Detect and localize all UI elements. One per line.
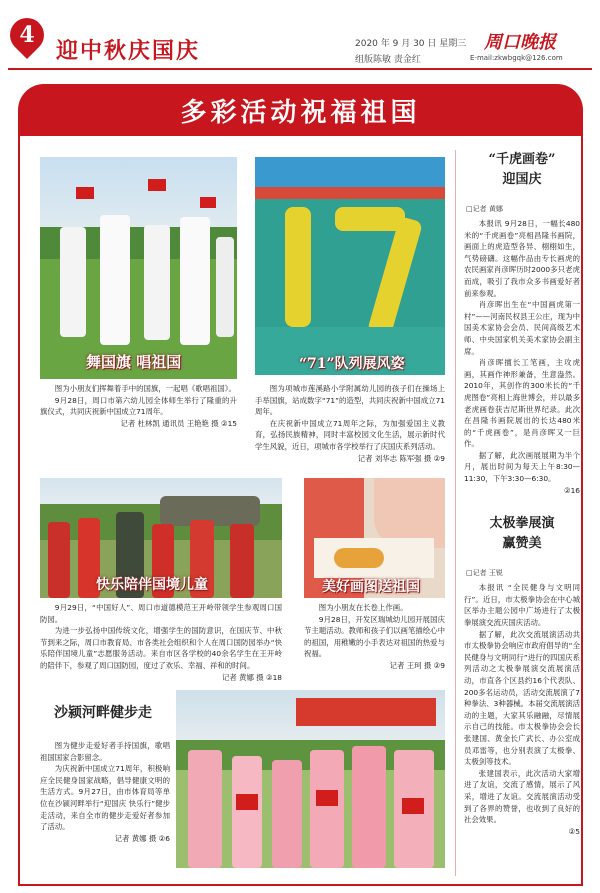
taichi-body — [464, 582, 580, 837]
art-paragraph: 肖彦晖擅长工笔画，主攻虎画，其画作神形兼备，生意盎然。2010年，其创作的300米长的“千虎图卷”亮相上海世博会，并以最多老虎画卷获吉尼斯世界纪录。此次在昌隆书画院展出的长达480米的“千虎画卷”，是肖彦晖又一巨作。 — [464, 358, 580, 449]
photo-formation-71 — [255, 157, 445, 375]
feature-banner — [18, 84, 583, 134]
taichi-paragraph: 张建国表示，此次活动大家增进了友谊，交流了感情，展示了风采，增进了友谊。交流展演活动受到了各界的赞誉，也收到了良好的社会效果。 — [464, 768, 580, 825]
article-walk — [40, 740, 170, 880]
page-header — [0, 0, 600, 72]
page-number: 4 — [19, 22, 35, 48]
art-paragraph: 据了解，此次画展展期为半个月，展出时间为每天上午8:30—11:30，下午3:30—6:30。 — [464, 450, 580, 484]
photo-formation-caption: “71”队列展风姿 — [299, 356, 405, 372]
newspaper-email: E-mail:zkwbgqk@126.com — [470, 54, 563, 62]
photo-drawing-children — [304, 478, 445, 598]
article-walk-credit: 记者 黄娜 摄 ②6 — [114, 833, 170, 843]
article-flag — [40, 383, 237, 467]
article-happy — [40, 602, 282, 682]
column-divider — [455, 150, 456, 876]
article-happy-credit: 记者 黄娜 摄 ②18 — [221, 672, 282, 682]
article-walk-title: 沙颍河畔健步走 — [54, 705, 152, 721]
taichi-reporter: □记者 王锐 — [466, 569, 503, 578]
art-paragraph: 肖彦晖出生在“中国画虎第一村”——河南民权县王公庄，现为中国美术家协会会员、民间高级艺术师、中央国家机关美术家协会副主席。 — [464, 300, 580, 356]
photo-happy-caption: 快乐陪伴国境儿童 — [96, 577, 208, 593]
article-formation-photo-note: 图为项城市莲溪路小学附属幼儿园的孩子们在操场上手举国旗，站成数字“71”的造型，共同庆祝新中国成立71周年。 — [255, 384, 445, 417]
article-flag-photo-note: 图为小朋友们挥舞着手中的国旗，一起唱《歌唱祖国》。 — [54, 384, 236, 393]
editors-line: 组版陈敏 责金红 — [355, 55, 421, 65]
article-walk-photo-note: 图为健步走爱好者手持国旗，歌唱祖国国家合影留念。 — [40, 741, 170, 762]
art-credit: ②16 — [563, 485, 580, 495]
article-drawing-photo-note: 图为小朋友在长卷上作画。 — [318, 603, 408, 612]
article-happy-photo-note: 9月29日，“中国好人”、周口市道德模范王开岭带领学生参观周口国防园。 — [40, 603, 282, 624]
article-drawing-credit: 记者 王珂 摄 ②9 — [389, 660, 445, 670]
taichi-title-line1: 太极拳展演 — [489, 516, 555, 532]
article-drawing-body: 9月28日，开发区瑞城幼儿园开展国庆节主题活动。教师和孩子们以画笔描绘心中的祖国，用稚嫩的小手表达对祖国的热爱与祝福。 — [304, 614, 445, 659]
photo-flag-caption: 舞国旗 唱祖国 — [86, 353, 182, 371]
taichi-paragraph: 本报讯 “全民健身与文明同行”。近日，市太极拳协会在中心城区举办主题公园中广场进行了太极拳展演交流庆国庆活动。 — [464, 583, 580, 628]
art-reporter: □记者 黄娜 — [466, 205, 503, 213]
article-formation — [255, 383, 445, 467]
photo-national-defense-park — [40, 478, 282, 598]
art-title — [464, 150, 580, 190]
taichi-title-line2: 赢赞美 — [502, 536, 542, 552]
photo-drawing-caption: 美好画图送祖国 — [322, 579, 420, 595]
taichi-credit: ②5 — [568, 826, 580, 836]
article-walk-body: 为庆祝新中国成立71周年，积极响应全民健身国家战略，倡导健康文明的生活方式。9月27日，由市体育局等单位在沙颍河畔举行“迎国庆 快乐行”健步走活动，来自全市的健步走爱好者参加了活动。 — [40, 764, 170, 832]
photo-riverside-walk — [176, 690, 445, 868]
art-body — [464, 218, 580, 496]
taichi-paragraph: 据了解，此次交流展演活动共市太极拳协会响应市政府倡导的“全民健身与文明同行”进行的四国庆系列活动之太极拳展演交流展演活动，市直各个区县约16个代表队、200多名运动员，活动交流展演了7种拳法、3种器械。本届交流展演活动的主题，大家其乐融融，尽情展示自己的技能。市太极拳协会会长张建国、黄金长广武长、办公室成员邓雷等，也分别表演了太极拳、太极剑等技术。 — [464, 629, 580, 767]
article-formation-body: 在庆祝新中国成立71周年之际，为加强爱国主义教育，弘扬民族精神，同时丰富校园文化生活，展示新时代学生风貌，近日，项城市各学校举行了庆国庆系列活动。 — [255, 418, 445, 451]
article-drawing — [304, 602, 445, 668]
article-flag-credit: 记者 杜林凯 通讯员 王艳艳 摄 ②15 — [120, 418, 237, 428]
feature-banner-title: 多彩活动祝福祖国 — [180, 98, 421, 128]
newspaper-brand: 周口晚报 — [484, 32, 556, 53]
art-title-line1: “千虎画卷” — [488, 152, 556, 167]
section-title: 迎中秋庆国庆 — [56, 38, 201, 64]
article-formation-credit: 记者 刘华志 陈军强 摄 ②9 — [357, 453, 445, 463]
article-happy-body: 为进一步弘扬中国传统文化，增强学生的国防意识，在国庆节、中秋节到来之际，周口市教育局、市各类社会组织和个人在周口国防园举办“快乐陪伴国境儿童”志愿服务活动。来自市区各学校的40余名学生在王开岭的陪伴下，参观了周口国防园，度过了欢乐、幸福、祥和的时间。 — [40, 626, 282, 670]
page-number-badge — [10, 18, 44, 58]
article-flag-body: 9月28日，周口市第六幼儿园全体师生举行了隆重的升旗仪式，共同庆祝新中国成立71周年。 — [40, 395, 237, 417]
sidebar-column — [464, 150, 580, 880]
photo-flag-waving — [40, 157, 237, 379]
art-paragraph: 本报讯 9月28日，一幅长480米的“千虎画卷”亮相昌隆书画院，画面上的虎造型各异、栩栩如生，气势磅礴。这幅作品由专长画虎的农民画家肖彦晖历时2000多只老虎而成，吸引了我市众多书画爱好者前来参观。 — [464, 219, 580, 298]
art-title-line2: 迎国庆 — [502, 172, 542, 187]
taichi-title — [464, 514, 580, 554]
issue-date: 2020 年 9 月 30 日 星期三 — [355, 39, 467, 49]
header-rule — [8, 68, 592, 70]
